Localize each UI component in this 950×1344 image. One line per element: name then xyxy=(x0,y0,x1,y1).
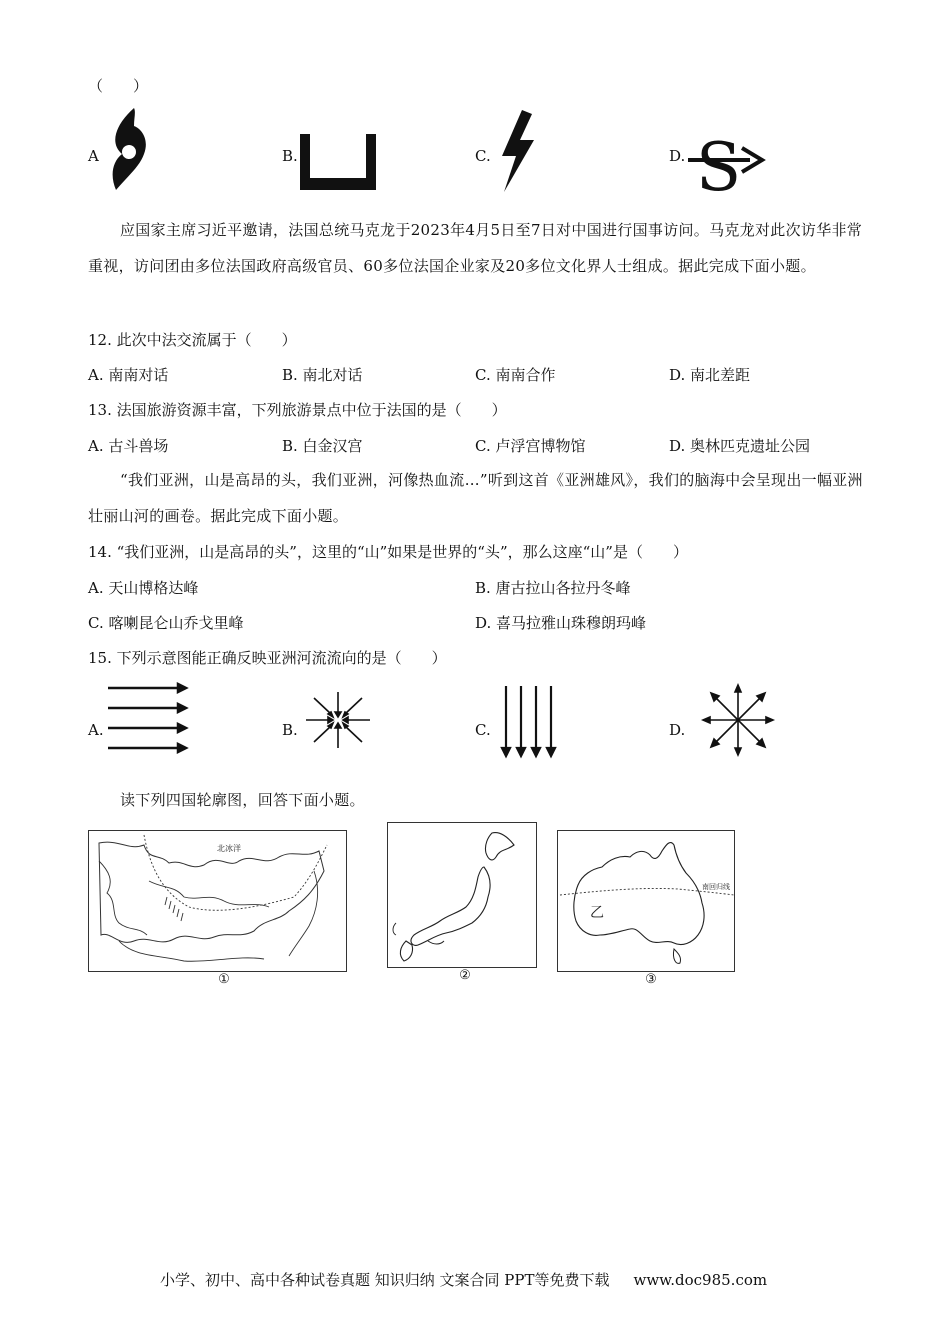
q11-option-a-letter: A xyxy=(88,147,99,165)
parallel-eastward-arrows-icon xyxy=(106,684,188,754)
q11-paren: （ ） xyxy=(88,77,149,95)
tropic-of-capricorn-label: 南回归线 xyxy=(702,883,730,891)
q14-option-a: A. 天山博格达峰 xyxy=(88,579,199,597)
q11-option-c-letter: C. xyxy=(475,147,491,165)
q15-stem: 15. 下列示意图能正确反映亚洲河流流向的是（ ） xyxy=(88,649,447,667)
hurricane-symbol-icon xyxy=(104,106,154,194)
q13-stem: 13. 法国旅游资源丰富，下列旅游景点中位于法国的是（ ） xyxy=(88,401,507,419)
page-footer xyxy=(160,1269,767,1290)
q15-option-c-letter: C. xyxy=(475,721,491,739)
q12-option-b: B. 南北对话 xyxy=(282,366,363,384)
open-box-symbol-icon xyxy=(300,134,376,190)
s-arrow-symbol-icon xyxy=(686,128,766,206)
q15-option-a-letter: A. xyxy=(88,721,104,739)
russia-outline-map xyxy=(88,830,347,972)
q14-option-c: C. 喀喇昆仑山乔戈里峰 xyxy=(88,614,244,632)
outward-radiating-arrows-icon xyxy=(702,684,774,756)
q11-option-b-letter: B. xyxy=(282,147,298,165)
q13-option-c: C. 卢浮宫博物馆 xyxy=(475,437,586,455)
q12-option-c: C. 南南合作 xyxy=(475,366,556,384)
lightning-symbol-icon xyxy=(496,110,540,192)
passage-asia-song: “我们亚洲，山是高昂的头，我们亚洲，河像热血流…”听到这首《亚洲雄风》，我们的脑海中会呈现出一幅亚洲壮丽山河的画卷。据此完成下面小题。 xyxy=(88,471,863,525)
footer-text: 小学、初中、高中各种试卷真题 知识归纳 文案合同 PPT等免费下载 xyxy=(160,1271,610,1289)
passage-four-countries: 读下列四国轮廓图，回答下面小题。 xyxy=(120,791,365,809)
q12-option-d: D. 南北差距 xyxy=(669,366,751,384)
map-3-caption: ③ xyxy=(645,972,657,987)
q12-stem: 12. 此次中法交流属于（ ） xyxy=(88,331,297,349)
q13-option-d: D. 奥林匹克遗址公园 xyxy=(669,437,811,455)
svg-text:S: S xyxy=(696,129,742,206)
q12-option-a: A. 南南对话 xyxy=(88,366,169,384)
q15-option-b-letter: B. xyxy=(282,721,298,739)
q11-option-d-letter: D. xyxy=(669,147,686,165)
japan-outline-map xyxy=(387,822,537,968)
q15-option-d-letter: D. xyxy=(669,721,686,739)
q14-option-d: D. 喜马拉雅山珠穆朗玛峰 xyxy=(475,614,647,632)
inward-converging-arrows-icon xyxy=(304,690,372,750)
parallel-southward-arrows-icon xyxy=(500,686,560,758)
passage-macron-visit: 应国家主席习近平邀请，法国总统马克龙于2023年4月5日至7日对中国进行国事访问。马克龙对此次访华非常重视，访问团由多位法国政府高级官员、60多位法国企业家及20多位文化界人士组成。据此完成下面小题。 xyxy=(88,221,863,275)
region-yi-label: 乙 xyxy=(590,905,604,921)
q13-option-a: A. 古斗兽场 xyxy=(88,437,169,455)
arctic-ocean-label: 北冰洋 xyxy=(217,844,241,853)
q13-option-b: B. 白金汉宫 xyxy=(282,437,363,455)
q14-stem: 14. “我们亚洲，山是高昂的头”，这里的“山”如果是世界的“头”，那么这座“山”是（ ） xyxy=(88,543,688,561)
australia-outline-map xyxy=(557,830,735,972)
map-2-caption: ② xyxy=(459,968,471,983)
footer-url[interactable]: www.doc985.com xyxy=(633,1271,768,1289)
map-1-caption: ① xyxy=(218,972,230,987)
q14-option-b: B. 唐古拉山各拉丹冬峰 xyxy=(475,579,631,597)
